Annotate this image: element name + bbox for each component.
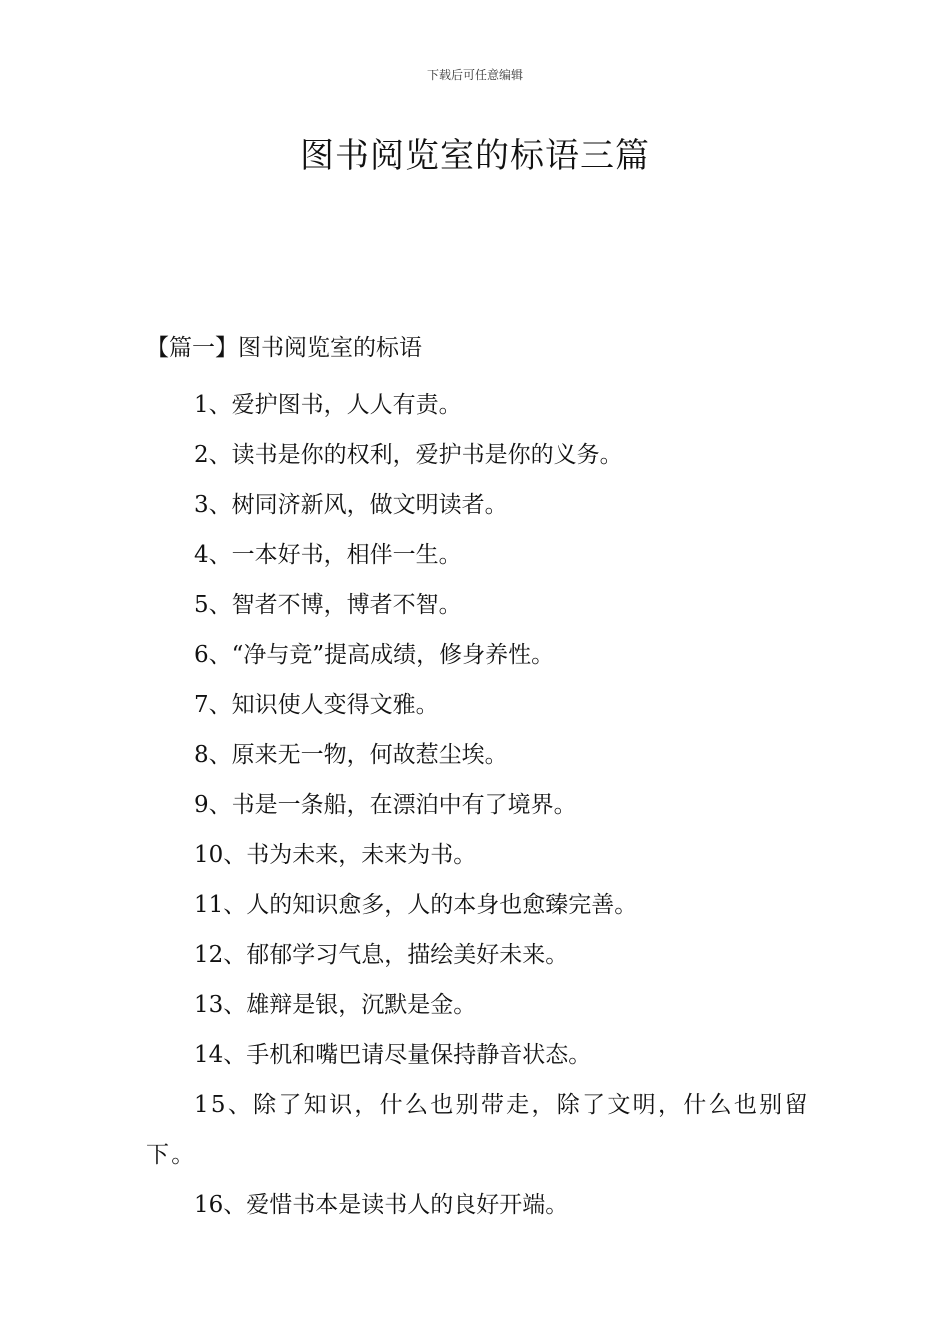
slogan-item: 4、一本好书，相伴一生。 <box>194 542 462 568</box>
slogan-item: 12、郁郁学习气息，描绘美好未来。 <box>194 942 569 968</box>
section-one <box>146 330 816 1230</box>
slogan-item: 2、读书是你的权利，爱护书是你的义务。 <box>194 442 623 468</box>
slogan-item: 5、智者不博，博者不智。 <box>194 592 462 618</box>
page-header-note: 下载后可任意编辑 <box>426 68 523 82</box>
slogan-item: 13、雄辩是银，沉默是金。 <box>194 992 477 1018</box>
slogan-item: 10、书为未来，未来为书。 <box>194 842 477 868</box>
slogan-item: 14、手机和嘴巴请尽量保持静音状态。 <box>194 1042 592 1068</box>
slogan-item: 3、树同济新风，做文明读者。 <box>194 492 508 518</box>
slogan-item: 8、原来无一物，何故惹尘埃。 <box>194 742 508 768</box>
slogan-item: 15、除了知识，什么也别带走，除了文明，什么也别留下。 <box>146 1092 810 1168</box>
slogan-list <box>146 380 816 1230</box>
section-heading: 【篇一】图书阅览室的标语 <box>146 335 422 361</box>
slogan-item: 16、爱惜书本是读书人的良好开端。 <box>194 1192 569 1218</box>
slogan-item: 9、书是一条船，在漂泊中有了境界。 <box>194 792 577 818</box>
slogan-item: 6、“净与竞”提高成绩，修身养性。 <box>194 642 555 668</box>
slogan-item: 7、知识使人变得文雅。 <box>194 692 439 718</box>
document-title: 图书阅览室的标语三篇 <box>300 136 650 176</box>
slogan-item: 11、人的知识愈多，人的本身也愈臻完善。 <box>194 892 638 918</box>
slogan-item: 1、爱护图书，人人有责。 <box>194 392 462 418</box>
